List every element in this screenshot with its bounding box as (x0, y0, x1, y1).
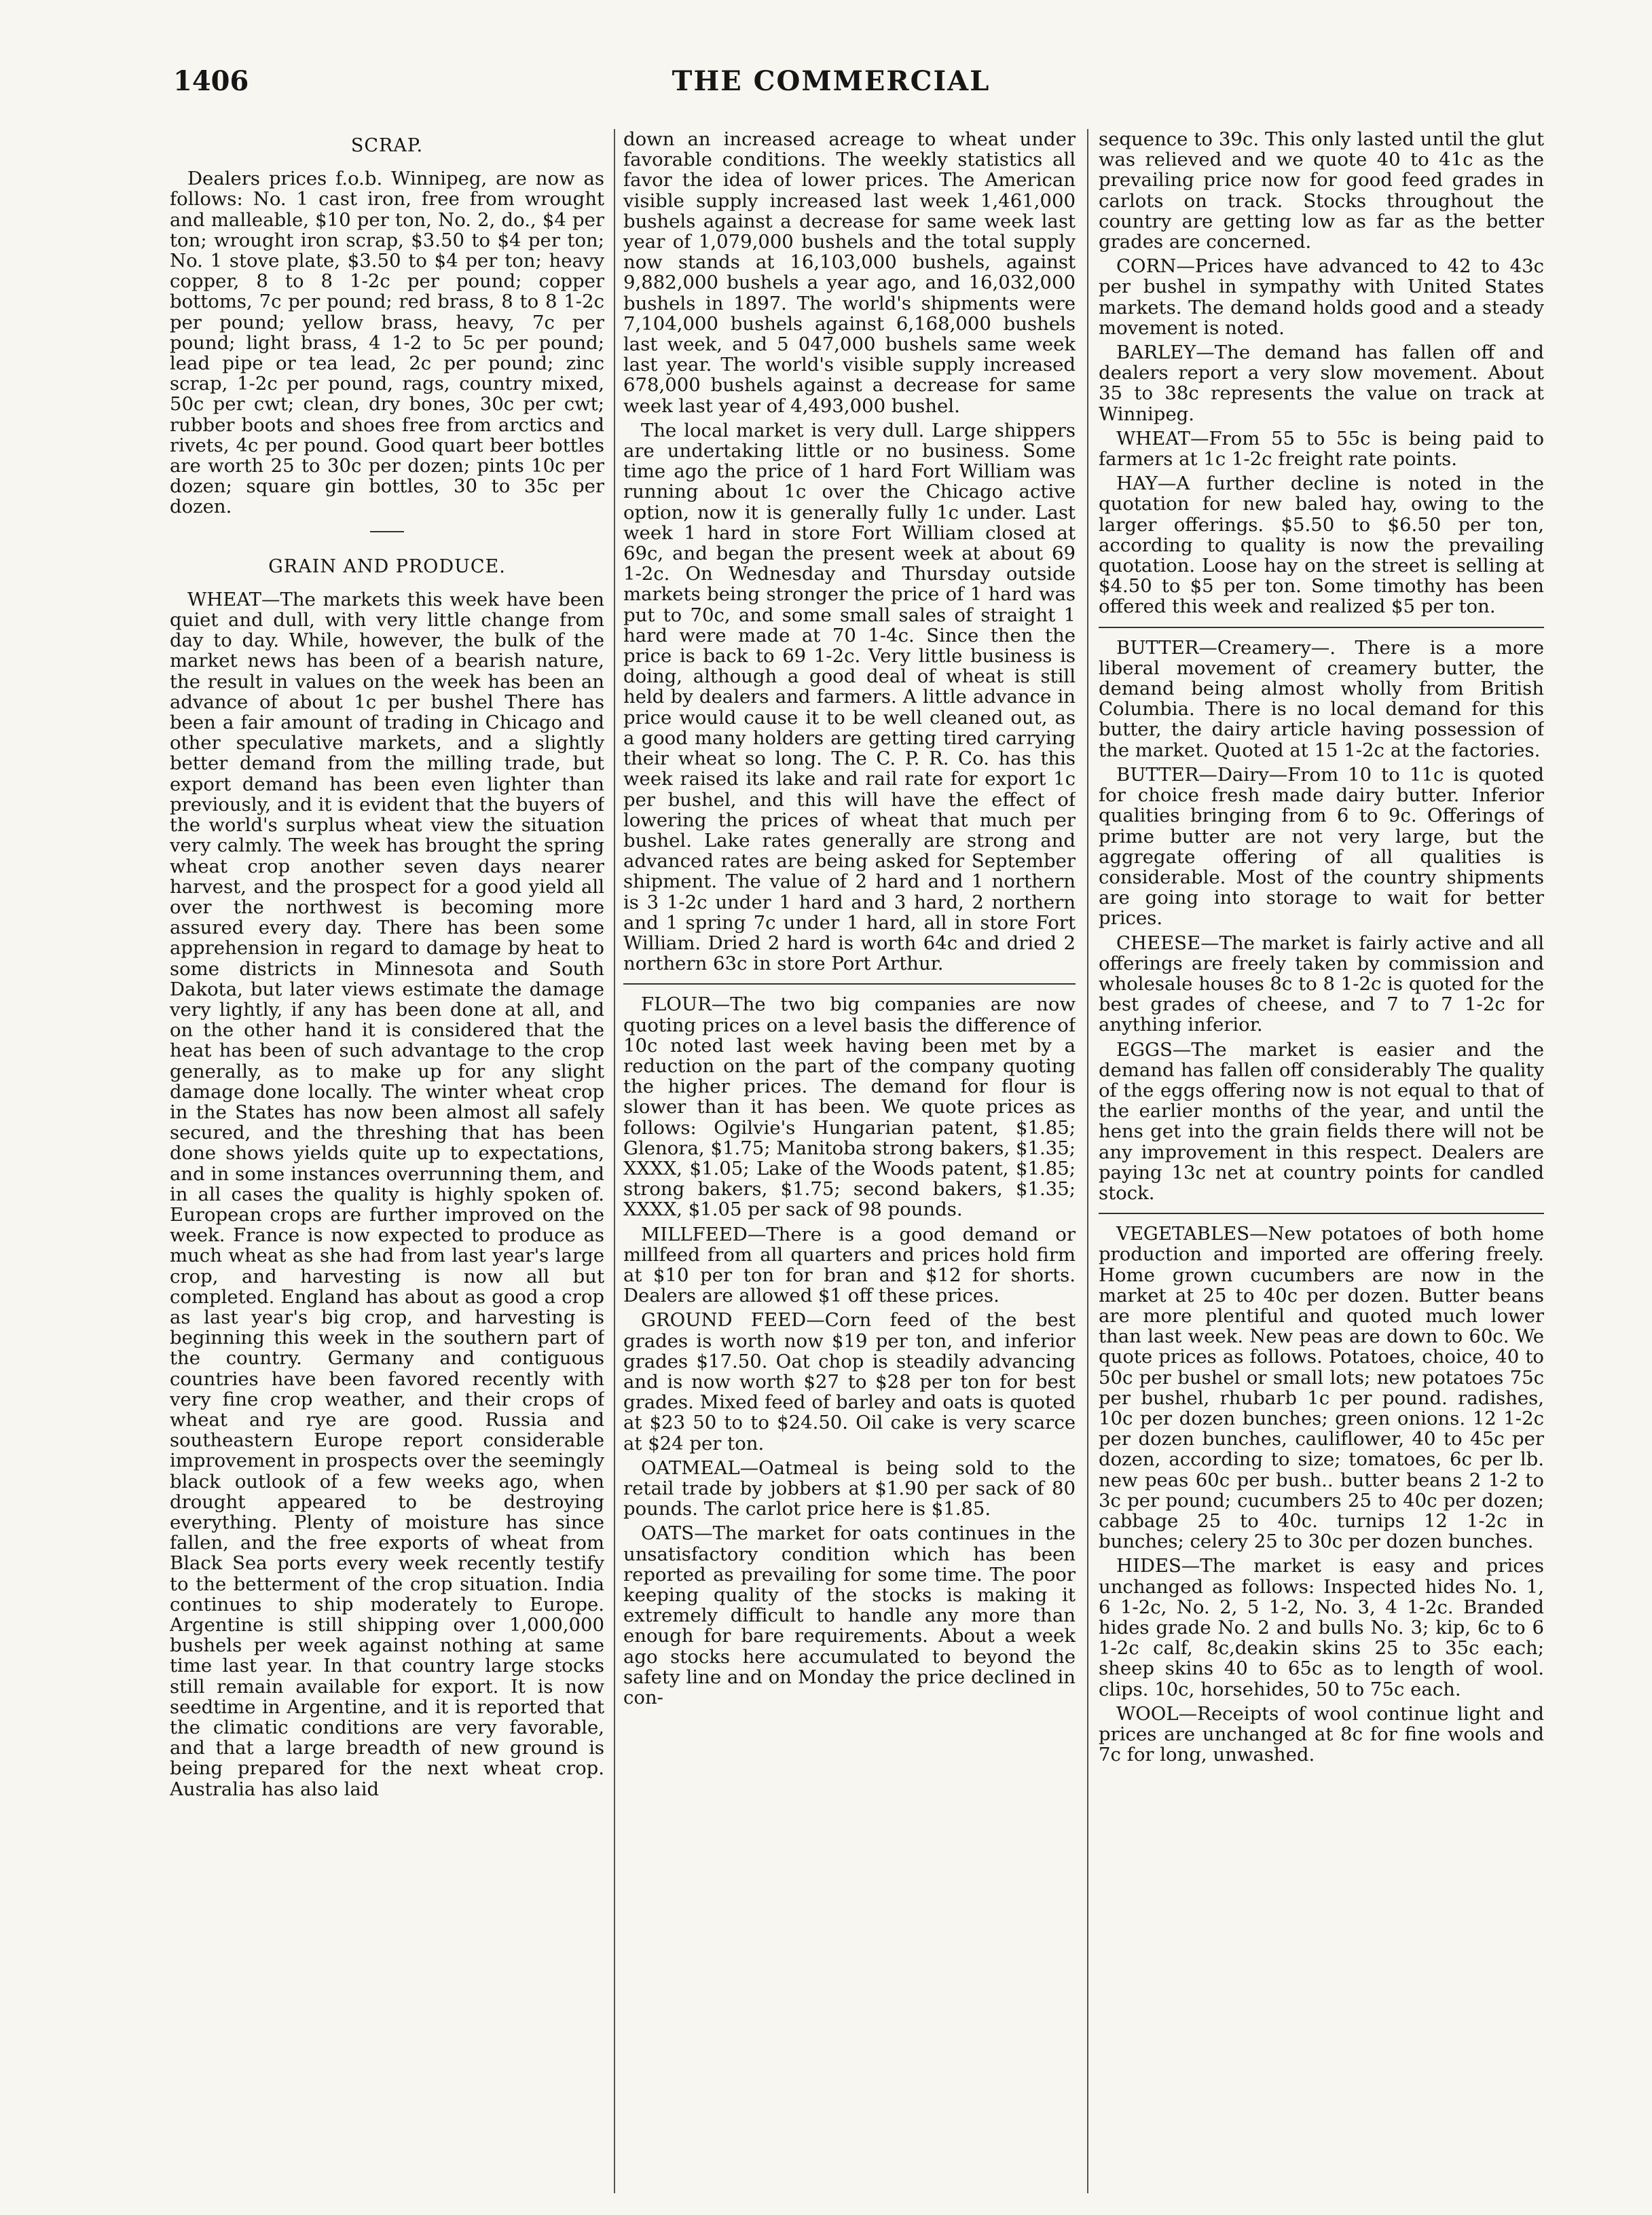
local-market-paragraph: The local market is very dull. Large shippers are undertaking little or no business. Some time ago the price of 1 hard Fort William was running about 1c over the Chicago active option, now it is generally fully 1c under. Last week 1 hard in store Fort William closed at 69c, and began the present week at about 69 1-2c. On Wednesday and Thursday outside markets being stronger the price of 1 hard was put to 70c, and some small sales of straight 1 hard were made at 70 1-4c. Since then the price is back to 69 1-2c. Very little business is doing, although a good deal of wheat is still held by dealers and farmers. A little advance in price would cause it to be well cleaned out, as a good many holders are getting tired carrying their wheat so long. The C. P. R. Co. has this week raised its lake and rail rate for export 1c per bushel, and this will have the effect of lowering the prices of wheat that much per bushel. Lake rates generally are strong and advanced rates are being asked for September shipment. The value of 2 hard and 1 northern is 3 1-2c under 1 hard and 3 hard, 2 northern and 1 spring 7c under 1 hard, all in store Fort William. Dried 2 hard is worth 64c and dried 2 northern 63c in store Port Arthur. (623, 419, 1076, 975)
butter-creamery-paragraph: BUTTER—Creamery—. There is a more liberal movement of creamery butter, the demand being almost wholly from British Columbia. There is no local demand for this butter, the dairy article having possession of the market. Quoted at 15 1-2c at the factories. (1099, 636, 1544, 761)
hides-paragraph: HIDES—The market is easy and prices unchanged as follows: Inspected hides No. 1, 6 1-2c, No. 2, 5 1-2, No. 3, 4 1-2c. Branded hides grade No. 2 and bulls No. 3; kip, 6c to 6 1-2c calf, 8c,deakin skins 25 to 35c each; sheep skins 40 to 65c as to length of wool. clips. 10c, horsehides, 50 to 75c each. (1099, 1555, 1544, 1700)
column-3 (1099, 129, 1544, 2207)
section-rule (370, 531, 404, 532)
vegetables-paragraph: VEGETABLES—New potatoes of both home production and imported are offering freely. Home grown cucumbers are now in the market at 25 to 40c per dozen. Butter beans are more plentiful and quoted much lower than last week. New peas are down to 60c. We quote prices as follows. Potatoes, choice, 40 to 50c per bushel or small lots; new potatoes 75c per bushel, rhubarb 1c per pound. radishes, 10c per dozen bunches; green onions. 12 1-2c per dozen bunches, cauliflower, 40 to 45c per dozen, according to size; tomatoes, 6c per lb. new peas 60c per bush.. butter beans 2 1-2 to 3c per pound; cucumbers 25 to 40c per dozen; cabbage 25 to 40c. turnips 12 1-2c in bunches; celery 25 to 30c per dozen bunches. (1099, 1223, 1544, 1553)
column-divider (614, 129, 615, 2193)
page-number: 1406 (173, 65, 249, 97)
scrap-paragraph: Dealers prices f.o.b. Winnipeg, are now as follows: No. 1 cast iron, free from wrought and malleable, $10 per ton, No. 2, do., $4 per ton; wrought iron scrap, $3.50 to $4 per ton; No. 1 stove plate, $3.50 to $4 per ton; heavy copper, 8 to 8 1-2c per pound; copper bottoms, 7c per pound; red brass, 8 to 8 1-2c per pound; yellow brass, heavy, 7c per pound; light brass, 4 1-2 to 5c per pound; lead pipe or tea lead, 2c per pound; zinc scrap, 1-2c per pound, rags, country mixed, 50c per cwt; clean, dry bones, 30c per cwt; rubber boots and shoes free from arctics and rivets, 4c per pound. Good quart beer bottles are worth 25 to 30c per dozen; pints 10c per dozen; square gin bottles, 30 to 35c per dozen. (170, 168, 604, 518)
page-header (173, 65, 1489, 106)
column-1 (170, 129, 604, 2207)
flour-paragraph: FLOUR—The two big companies are now quoting prices on a level basis the difference of 10c noted last week having been met by a reduction on the part of the company quoting the higher prices. The demand for flour is slower than it has been. We quote prices as follows: Ogilvie's Hungarian patent, $1.85; Glenora, $1.75; Manitoba strong bakers, $1.35; XXXX, $1.05; Lake of the Woods patent, $1.85; strong bakers, $1.75; second bakers, $1.35; XXXX, $1.05 per sack of 98 pounds. (623, 993, 1076, 1221)
oatmeal-paragraph: OATMEAL—Oatmeal is being sold to the retail trade by jobbers at $1.90 per sack of 80 pounds. The carlot price here is $1.85. (623, 1457, 1076, 1520)
hay-paragraph: HAY—A further decline is noted in the quotation for new baled hay, owing to the larger offerings. $5.50 to $6.50 per ton, according to quality is now the prevailing quotation. Loose hay on the street is selling at $4.50 to $5 per ton. Some timothy has been offered this week and realized $5 per ton. (1099, 473, 1544, 618)
section-rule (1099, 1213, 1544, 1214)
section-rule (1099, 627, 1544, 628)
column-2 (623, 129, 1076, 2207)
grain-produce-heading: GRAIN AND PRODUCE. (268, 555, 506, 577)
oats-paragraph: OATS—The market for oats continues in the unsatisfactory condition which has been reported as prevailing for some time. The poor keeping quality of the stocks is making it extremely difficult to handle any more than enough for bare requirements. About a week ago stocks here accumulated to beyond the safety line and on Monday the price declined in con- (623, 1522, 1076, 1709)
corn-paragraph: CORN—Prices have advanced to 42 to 43c per bushel in sympathy with United States markets. The demand holds good and a steady movement is noted. (1099, 255, 1544, 339)
eggs-paragraph: EGGS—The market is easier and the demand has fallen off considerably The quality of the eggs offering now is not equal to that of the earlier months of the year, and until the hens get into the grain fields there will not be any improvement in this respect. Dealers are paying 13c net at country points for candled stock. (1099, 1038, 1544, 1204)
millfeed-paragraph: MILLFEED—There is a good demand or millfeed from all quarters and prices hold firm at $10 per ton for bran and $12 for shorts. Dealers are allowed $1 off these prices. (623, 1223, 1076, 1307)
oats-continued-paragraph: sequence to 39c. This only lasted until the glut was relieved and we quote 40 to 41c as the prevailing price now for good feed grades in carlots on track. Stocks throughout the country are getting low as far as the better grades are concerned. (1099, 129, 1544, 253)
section-rule (623, 983, 1076, 985)
butter-dairy-paragraph: BUTTER—Dairy—From 10 to 11c is quoted for choice fresh made dairy butter. Inferior qualities bringing from 6 to 9c. Offerings of prime butter are not very large, but the aggregate offering of all qualities is considerable. Most of the country shipments are going into storage to wait for better prices. (1099, 763, 1544, 930)
wheat-continued-paragraph: down an increased acreage to wheat under favorable conditions. The weekly statistics all favor the idea of lower prices. The American visible supply increased last week 1,461,000 bushels against a decrease for same week last year of 1,079,000 bushels and the total supply now stands at 16,103,000 bushels, against 9,882,000 bushels a year ago, and 16,032,000 bushels in 1897. The world's shipments were 7,104,000 bushels against 6,168,000 bushels last week, and 5 047,000 bushels same week last year. The world's visible supply increased 678,000 bushels against a decrease for same week last year of 4,493,000 bushel. (623, 129, 1076, 417)
cheese-paragraph: CHEESE—The market is fairly active and all offerings are freely taken by commission and wholesale houses 8c to 8 1-2c is quoted for the best grades of cheese, and 7 to 7 1-2c for anything inferior. (1099, 932, 1544, 1036)
barley-paragraph: BARLEY—The demand has fallen off and dealers report a very slow movement. About 35 to 38c represents the value on track at Winnipeg. (1099, 342, 1544, 425)
wheat-paragraph: WHEAT—The markets this week have been quiet and dull, with very little change from day to day. While, however, the bulk of the market news has been of a bearish nature, the result in values on the week has been an advance of about 1c per bushel There has been a fair amount of trading in Chicago and other speculative markets, and a slightly better demand from the milling trade, but export demand has been even lighter than previously, and it is evident that the buyers of the world's surplus wheat view the situation very calmly. The week has brought the spring wheat crop another seven days nearer harvest, and the prospect for a good yield all over the northwest is becoming more assured every day. There has been some apprehension in regard to damage by heat to some districts in Minnesota and South Dakota, but later views estimate the damage very lightly, if any has been done at all, and on the other hand it is considered that the heat has been of such advantage to the crop generally, as to make up for any slight damage done locally. The winter wheat crop in the States has now been almost all safely secured, and the threshing that has been done shows yields quite up to expectations, and in some instances overrunning them, and in all cases the quality is highly spoken of. European crops are further improved on the week. France is now expected to produce as much wheat as she had from last year's large crop, and harvesting is now all but completed. England has about as good a crop as last year's big crop, and harvesting is beginning this week in the southern part of the country. Germany and contiguous countries have been favored recently with very fine crop weather, and their crops of wheat and rye are good. Russia and southeastern Europe report considerable improvement in prospects over the seemingly black outlook of a few weeks ago, when drought appeared to be destroying everything. Plenty of moisture has since fallen, and the free exports of wheat from Black Sea ports every week recently testify to the betterment of the crop situation. India continues to ship moderately to Europe. Argentine is still shipping over 1,000,000 bushels per week against nothing at same time last year. In that country large stocks still remain available for export. It is now seedtime in Argentine, and it is reported that the climatic conditions are very favorable, and that a large breadth of new ground is being prepared for the next wheat crop. Australia has also laid (170, 588, 604, 1800)
wheat-farmers-paragraph: WHEAT—From 55 to 55c is being paid to farmers at 1c 1-2c freight rate points. (1099, 427, 1544, 471)
journal-title: THE COMMERCIAL (672, 65, 991, 97)
column-divider (1087, 129, 1088, 2193)
scrap-heading: SCRAP. (350, 135, 424, 156)
wool-paragraph: WOOL—Receipts of wool continue light and prices are unchanged at 8c for fine wools and 7c for long, unwashed. (1099, 1702, 1544, 1766)
ground-feed-paragraph: GROUND FEED—Corn feed of the best grades is worth now $19 per ton, and inferior grades $17.50. Oat chop is steadily advancing and is now worth $27 to $28 per ton for best grades. Mixed feed of barley and oats is quoted at $23 50 to to $24.50. Oil cake is very scarce at $24 per ton. (623, 1309, 1076, 1454)
